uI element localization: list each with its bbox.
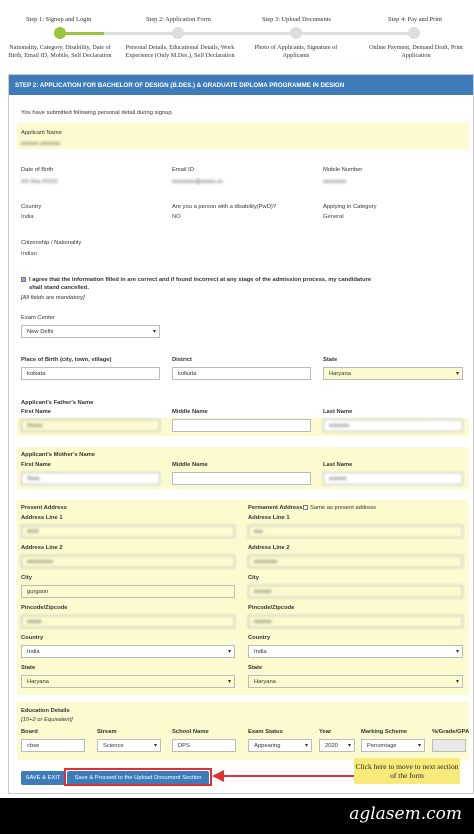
present-pin-label: Pincode/Zipcode [21, 605, 68, 611]
present-line2-label: Address Line 2 [21, 545, 63, 551]
step-3-title: Step 3: Upload Documents [262, 16, 332, 23]
father-last-label: Last Name [323, 409, 353, 415]
permanent-city-input[interactable]: xxxxxx [248, 585, 463, 598]
permanent-country-label: Country [248, 635, 271, 641]
annotation-arrow-icon [210, 768, 356, 784]
permanent-pin-input[interactable]: xxxxxx [248, 615, 463, 628]
present-pin-input[interactable]: xxxxx [21, 615, 235, 628]
disability-value: NO [172, 214, 181, 220]
email-value: xxxxxxxx@xxxxx.xx [172, 179, 223, 185]
form-header: STEP 2: APPLICATION FOR BACHELOR OF DESIGN (B.DES.) & GRADUATE DIPLOMA PROGRAMME IN DESIGN [9, 75, 473, 95]
exam-status-select[interactable]: Appearing ▾ [248, 739, 312, 752]
district-label: District [172, 357, 192, 363]
mother-heading: Applicant's Mother's Name [21, 452, 95, 458]
present-city-label: City [21, 575, 32, 581]
education-heading: Education Details [21, 708, 70, 714]
father-first-input[interactable]: Xxxxx [21, 419, 160, 432]
save-proceed-button[interactable]: Save & Proceed to the Upload Document Section [67, 771, 209, 785]
permanent-state-select[interactable]: Haryana ▾ [248, 675, 463, 688]
progress-track [60, 32, 414, 35]
brand-logo: aglasem.com [349, 804, 462, 824]
permanent-city-label: City [248, 575, 259, 581]
same-address-label: Same as present address [310, 505, 377, 511]
disability-label: Are you a person with a disability(PwD)? [172, 204, 277, 210]
year-select[interactable]: 2020 ▾ [319, 739, 355, 752]
present-state-label: State [21, 665, 36, 671]
birth-place-input[interactable]: kolkata [21, 367, 160, 380]
present-line2-input[interactable]: xxxxxxxxx [21, 555, 235, 568]
father-last-input[interactable]: xxxxxxx [323, 419, 463, 432]
declaration-checkbox[interactable] [21, 277, 26, 282]
exam-status-label: Exam Status [248, 729, 283, 735]
category-label: Applying in Category [323, 204, 377, 210]
mobile-value: xxxxxxxx [323, 179, 347, 185]
permanent-line1-input[interactable]: xxx [248, 525, 463, 538]
progress-fill [60, 32, 104, 35]
watermark-footer [0, 798, 474, 834]
step-1-title: Step 1: Signup and Login [26, 16, 92, 23]
citizenship-value: Indian [21, 251, 37, 257]
grade-input[interactable] [432, 739, 466, 752]
permanent-line1-label: Address Line 1 [248, 515, 290, 521]
father-first-label: First Name [21, 409, 51, 415]
permanent-line2-input[interactable]: xxxxxxxx [248, 555, 463, 568]
present-country-label: Country [21, 635, 44, 641]
mother-first-label: First Name [21, 462, 51, 468]
step-2-desc: Personal Details, Educational Details, Work Experience (Only M.Des.), Self Declaration [125, 44, 235, 59]
save-exit-button[interactable]: SAVE & EXIT [21, 771, 65, 785]
marking-scheme-select[interactable]: Percentage ▾ [361, 739, 425, 752]
step-1-dot [54, 27, 66, 39]
mother-first-input[interactable]: Xxxx [21, 472, 160, 485]
place-state-label: State [323, 357, 338, 363]
progress-stepper [0, 0, 474, 74]
step-2-dot [172, 27, 184, 39]
exam-center-select[interactable]: New Delhi ▾ [21, 325, 160, 338]
dob-label: Date of Birth [21, 167, 54, 173]
dob-value: XX-Xxx-XXXX [21, 179, 58, 185]
school-label: School Name [172, 729, 209, 735]
present-heading: Present Address [21, 505, 67, 511]
intro-text: You have submitted following personal detail during signup. [21, 110, 174, 116]
step-4-title: Step 4: Pay and Print [388, 16, 442, 23]
category-value: General [323, 214, 344, 220]
year-label: Year [319, 729, 332, 735]
permanent-pin-label: Pincode/Zipcode [248, 605, 295, 611]
school-input[interactable]: DPS [172, 739, 236, 752]
district-input[interactable]: kolkata [172, 367, 311, 380]
stream-label: Stream [97, 729, 117, 735]
application-form [8, 74, 474, 794]
birth-place-label: Place of Birth (city, town, village) [21, 357, 112, 363]
step-3-desc: Photo of Applicants, Signature of Applicants [254, 44, 338, 59]
step-4-desc: Online Payment, Demand Draft, Print Application [369, 44, 463, 59]
marking-scheme-label: Marking Scheme [361, 729, 408, 735]
present-country-select[interactable]: India ▾ [21, 645, 235, 658]
permanent-state-label: State [248, 665, 263, 671]
proceed-highlight-box [64, 768, 212, 786]
annotation-note: Click here to move to next section of the form [354, 758, 460, 784]
step-3-dot [290, 27, 302, 39]
mother-last-input[interactable]: xxxxxx [323, 472, 463, 485]
email-label: Email ID [172, 167, 194, 173]
present-state-select[interactable]: Haryana ▾ [21, 675, 235, 688]
present-line1-input[interactable]: XXX [21, 525, 235, 538]
board-input[interactable]: cbse [21, 739, 85, 752]
board-label: Board [21, 729, 38, 735]
mobile-label: Mobile Number [323, 167, 363, 173]
applicant-name-row [17, 123, 469, 149]
step-4-dot [408, 27, 420, 39]
present-city-input[interactable]: gurgaon [21, 585, 235, 598]
country-value: India [21, 214, 34, 220]
step-1-desc: Nationality, Category, Disability, Date of Birth, Email ID, Mobile, Self Declaration [8, 44, 112, 59]
present-line1-label: Address Line 1 [21, 515, 63, 521]
citizenship-label: Citizenship / Nationality [21, 240, 82, 246]
mother-middle-input[interactable] [172, 472, 311, 485]
mandatory-note: [All fields are mandatory] [21, 295, 85, 301]
mother-middle-label: Middle Name [172, 462, 208, 468]
father-heading: Applicant's Father's Name [21, 400, 94, 406]
applicant-name-label: Applicant Name [21, 130, 62, 136]
same-address-checkbox[interactable] [303, 505, 308, 510]
permanent-heading: Permanent Address [248, 505, 303, 511]
father-middle-input[interactable] [172, 419, 311, 432]
permanent-country-select[interactable]: India ▾ [248, 645, 463, 658]
stream-select[interactable]: Science ▾ [97, 739, 161, 752]
exam-center-label: Exam Center [21, 315, 55, 321]
education-sub: [10+2 or Equivalent] [21, 717, 73, 723]
grade-label: %/Grade/GPA [432, 729, 470, 735]
mother-last-label: Last Name [323, 462, 353, 468]
place-state-select[interactable]: Haryana ▾ [323, 367, 463, 380]
permanent-line2-label: Address Line 2 [248, 545, 290, 551]
father-middle-label: Middle Name [172, 409, 208, 415]
step-2-title: Step 2: Application Form [146, 16, 211, 23]
declaration-text: I agree that the information filled in are correct and if found incorrect at any stage of the admission process, my candidature shall stand cancelled. [29, 277, 372, 291]
country-label: Country [21, 204, 42, 210]
applicant-name-value: xxxxxx xxxxxxx [21, 141, 61, 147]
